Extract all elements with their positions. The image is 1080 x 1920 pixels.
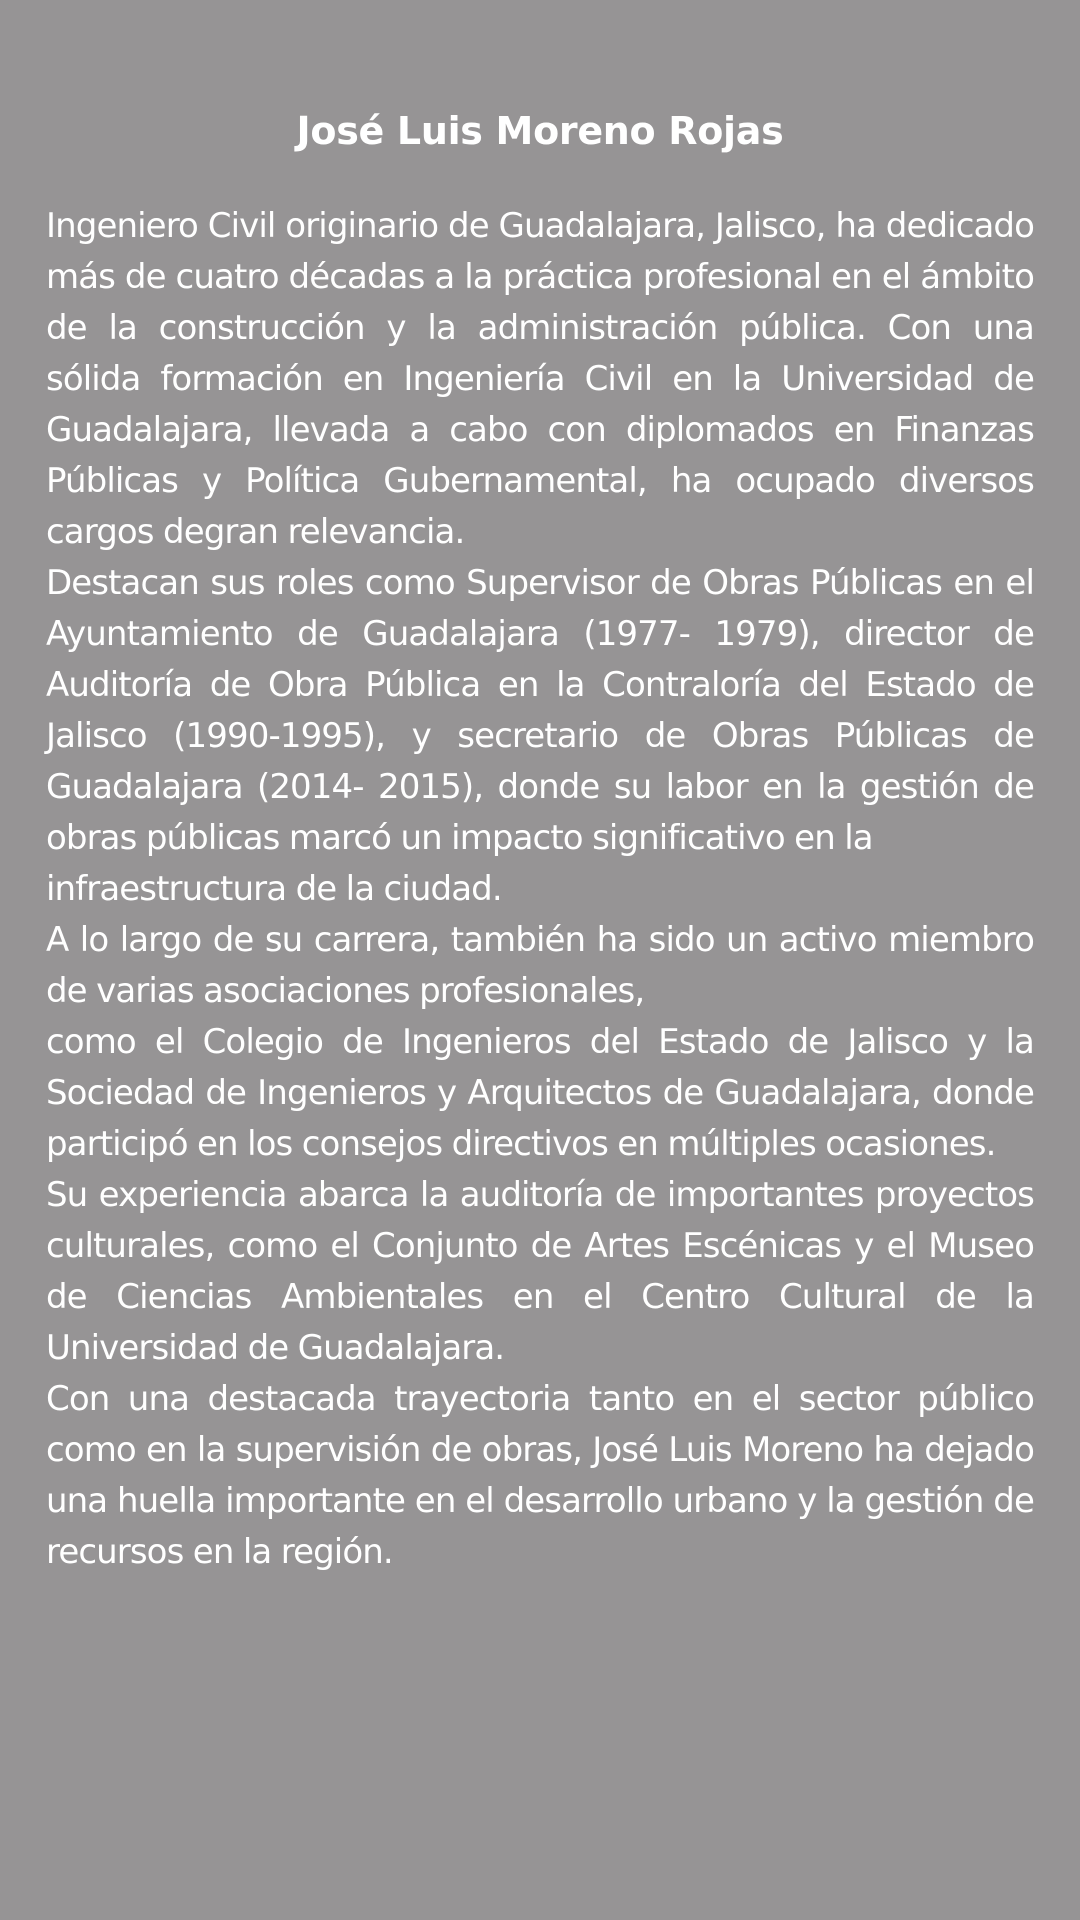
bio-paragraph-2: Destacan sus roles como Supervisor de Obras Públicas en el Ayuntamiento de Guadalajara (1977- 1979), director de Auditoría de Obra Pública en la Contraloría del Estado de Jalisco (1990-1995), y secretario de Obras Públicas de Guadalajara (2014- 2015), donde su labor en la gestión de obras públicas marcó un impacto significativo en la	[46, 563, 1034, 858]
bio-paragraph-1: Ingeniero Civil originario de Guadalajara, Jalisco, ha dedicado más de cuatro décadas a la práctica profesional en el ámbito de la construcción y la administración pública. Con una sólida formación en Ingeniería Civil en la Universidad de Guadalajara, llevada a cabo con diplomados en Finanzas Públicas y Política Gubernamental, ha ocupado diversos cargos degran relevancia.	[46, 206, 1034, 552]
bio-paragraph-5: como el Colegio de Ingenieros del Estado de Jalisco y la Sociedad de Ingenieros y Arquitectos de Guadalajara, donde participó en los consejos directivos en múltiples ocasiones.	[46, 1022, 1034, 1164]
bio-paragraph-7: Con una destacada trayectoria tanto en el sector público como en la supervisión de obras, José Luis Moreno ha dejado una huella importante en el desarrollo urbano y la gestión de recursos en la región.	[46, 1379, 1034, 1572]
bio-paragraph-6: Su experiencia abarca la auditoría de importantes proyectos culturales, como el Conjunto de Artes Escénicas y el Museo de Ciencias Ambientales en el Centro Cultural de la Universidad de Guadalajara.	[46, 1175, 1034, 1368]
bio-paragraph-3: infraestructura de la ciudad.	[46, 869, 502, 909]
bio-body	[46, 201, 1034, 1578]
bio-title: José Luis Moreno Rojas	[296, 109, 784, 153]
bio-paragraph-4: A lo largo de su carrera, también ha sido un activo miembro de varias asociaciones profesionales,	[46, 920, 1034, 1011]
